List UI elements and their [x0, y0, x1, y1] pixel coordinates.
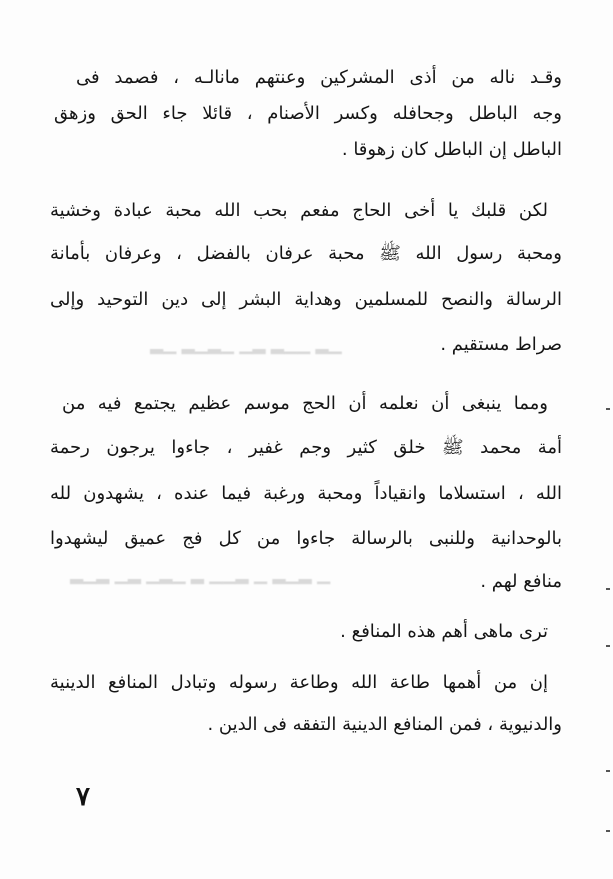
scan-edge-mark	[606, 408, 610, 410]
text-line: إن من أهمها طاعة الله وطاعة رسوله وتبادل المنافع الدينية	[50, 672, 548, 693]
text-line: وقـد ناله من أذى المشركين وعنتهم مانالـه ، فصمد فى	[76, 67, 562, 88]
text-line: ترى ماهى أهم هذه المنافع .	[340, 621, 548, 642]
paragraph-4	[62, 614, 562, 650]
paragraph-2	[50, 193, 562, 363]
text-line: وجه الباطل وجحافله وكسر الأصنام ، قائلا جاء الحق وزهق	[54, 103, 562, 124]
text-line: بالوحدانية وللنبى بالرسالة جاءوا من كل فج عميق ليشهدوا	[50, 528, 562, 549]
text-line: أمة محمد ﷺ خلق كثير وجم غفير ، جاءوا يرجون رحمة	[50, 437, 562, 458]
scan-edge-mark	[606, 830, 610, 832]
text-line: صراط مستقيم .	[440, 334, 562, 355]
text-line: منافع لهم .	[480, 571, 562, 592]
scan-edge-mark	[606, 770, 610, 772]
text-line: والدنيوية ، فمن المنافع الدينية التفقه فى الدين .	[207, 714, 562, 735]
text-line: الله ، استسلاما وانقياداً ومحبة ورغبة فيما عنده ، يشهدون لله	[50, 483, 562, 504]
scan-edge-mark	[606, 588, 610, 590]
paragraph-1	[54, 60, 562, 168]
text-line: لكن قلبك يا أخى الحاج مفعم بحب الله محبة عبادة وخشية	[50, 200, 548, 221]
text-line: ومحبة رسول الله ﷺ محبة عرفان بالفضل ، وعرفان بأمانة	[50, 243, 562, 264]
scan-edge-mark	[606, 645, 610, 647]
show-through-fragment: ▁ ▂▁▂ ▁ ▂▁▁ ▂ ▁▂▁ ▂▁ ▂▁▂	[70, 565, 331, 585]
page-number: ٧	[76, 782, 90, 812]
show-through-fragment: ▁▂ ▁▁▂ ▂▁ ▁▂▁▂ ▁▂	[150, 335, 342, 355]
text-line: الرسالة والنصح للمسلمين وهداية البشر إلى دين التوحيد وإلى	[50, 289, 562, 310]
text-line: ومما ينبغى أن نعلمه أن الحج موسم عظيم يجتمع فيه من	[62, 393, 548, 414]
text-line: الباطل إن الباطل كان زهوقا .	[341, 139, 562, 160]
paragraph-5	[50, 665, 562, 745]
paragraph-3	[50, 386, 562, 618]
